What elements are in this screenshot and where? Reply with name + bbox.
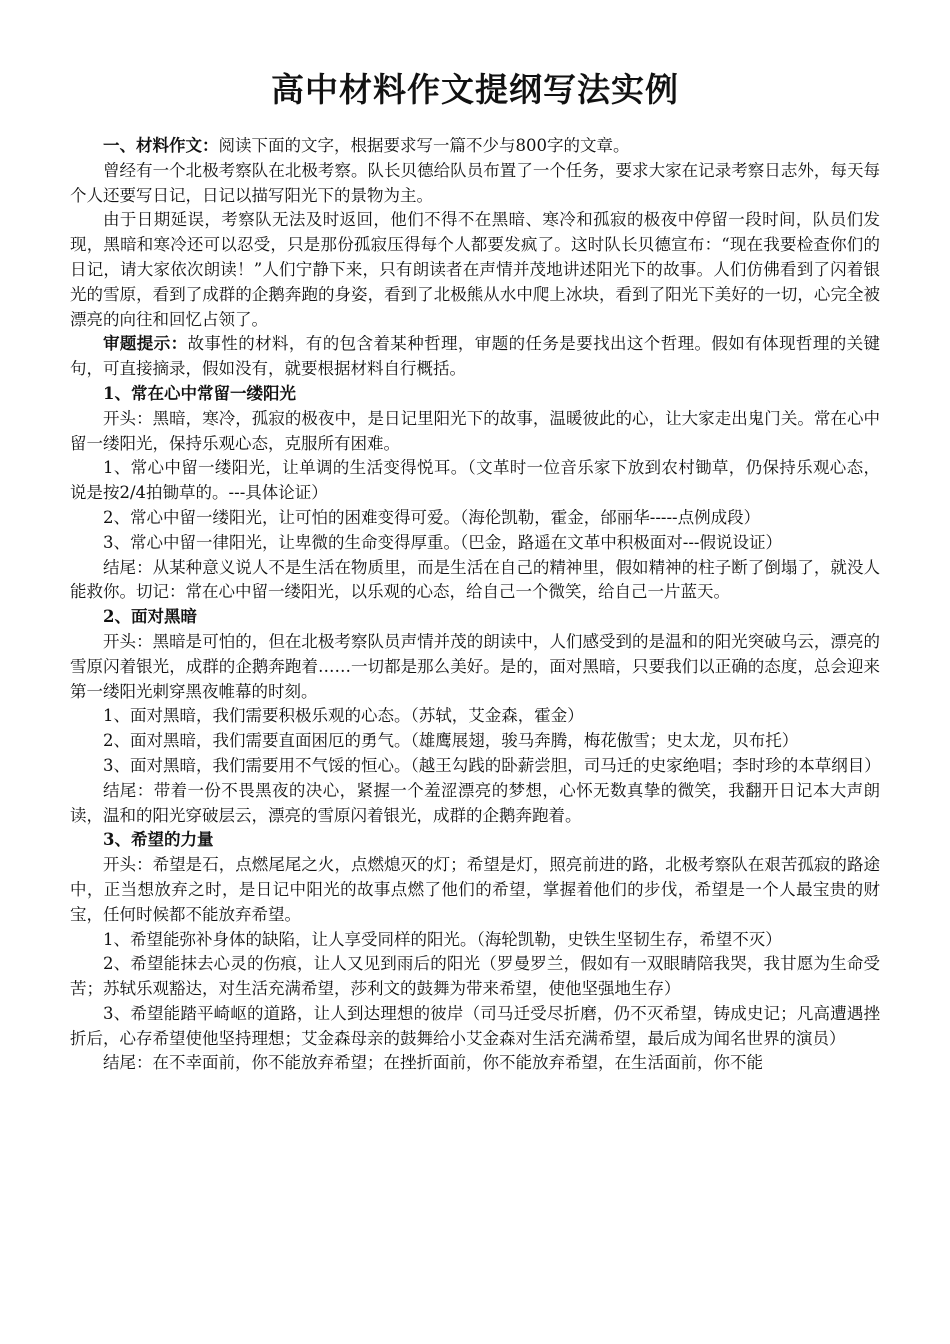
intro-label: 一、材料作文： [103, 136, 219, 155]
material-paragraph-2: 由于日期延误，考察队无法及时返回，他们不得不在黑暗、寒冷和孤寂的极夜中停留一段时间，队员们发现，黑暗和寒冷还可以忍受，只是那份孤寂压得每个人都要发疯了。这时队长贝德宣布：“现在我要检查你们的日记，请大家依次朗读！”人们宁静下来，只有朗读者在声情并茂地讲述阳光下的故事。人们仿佛看到了闪着银光的雪原，看到了成群的企鹅奔跑的身姿，看到了北极熊从水中爬上冰块，看到了阳光下美好的一切，心完全被漂亮的向往和回忆占领了。 [70, 210, 880, 329]
section-3-point-3: 3、希望能踏平崎岖的道路，让人到达理想的彼岸（司马迁受尽折磨，仍不灭希望，铸成史记；凡高遭遇挫折后，心存希望使他坚持理想；艾金森母亲的鼓舞给小艾金森对生活充满希望，最后成为闻名世界的演员） [70, 1003, 880, 1048]
section-2-point-2: 2、面对黑暗，我们需要直面困厄的勇气。（雄鹰展翅，骏马奔腾，梅花傲雪；史太龙，贝布托） [103, 731, 799, 751]
section-3-opening: 开头：希望是石，点燃尾尾之火，点燃熄灭的灯；希望是灯，照亮前进的路，北极考察队在艰苦孤寂的路途中，正当想放弃之时，是日记中阳光的故事点燃了他们的希望，掌握着他们的步伐，希望是一个人最宝贵的财宝，任何时候都不能放弃希望。 [70, 855, 880, 924]
material-paragraph-1: 曾经有一个北极考察队在北极考察。队长贝德给队员布置了一个任务，要求大家在记录考察日志外，每天每个人还要写日记，日记以描写阳光下的景物为主。 [70, 160, 880, 205]
section-1-point-3: 3、常心中留一律阳光，让卑微的生命变得厚重。（巴金，路遥在文革中积极面对---假说设证） [103, 532, 782, 552]
section-2-point-3: 3、面对黑暗，我们需要用不气馁的恒心。（越王勾践的卧薪尝胆，司马迁的史家绝唱；李时珍的本草纲目） [103, 755, 881, 775]
document-title: 高中材料作文提纲写法实例 [271, 70, 679, 109]
section-3-ending: 结尾：在不幸面前，你不能放弃希望；在挫折面前，你不能放弃希望，在生活面前，你不能 [103, 1053, 763, 1073]
hint-text: 故事性的材料，有的包含着某种哲理，审题的任务是要找出这个哲理。假如有体现哲理的关键句，可直接摘录，假如没有，就要根据材料自行概括。 [70, 334, 880, 379]
section-1-ending: 结尾：从某种意义说人不是生活在物质里，而是生活在自己的精神里，假如精神的柱子断了倒塌了，就没人能救你。切记：常在心中留一缕阳光，以乐观的心态，给自己一个微笑，给自己一片蓝天。 [70, 557, 880, 602]
section-1-opening: 开头：黑暗，寒冷，孤寂的极夜中，是日记里阳光下的故事，温暖彼此的心，让大家走出鬼门关。常在心中留一缕阳光，保持乐观心态，克服所有困难。 [70, 408, 880, 453]
section-3-point-1: 1、希望能弥补身体的缺陷，让人享受同样的阳光。（海轮凯勒，史铁生坚韧生存，希望不灭） [103, 929, 782, 949]
section-2-point-1: 1、面对黑暗，我们需要积极乐观的心态。（苏轼，艾金森，霍金） [103, 706, 584, 726]
section-1-heading: 1、常在心中常留一缕阳光 [103, 383, 296, 403]
section-1-point-1: 1、常心中留一缕阳光，让单调的生活变得悦耳。（文革时一位音乐家下放到农村锄草，仍保持乐观心态，说是按2/4拍锄草的。---具体论证） [70, 458, 880, 503]
hint-paragraph [70, 332, 880, 382]
section-2-opening: 开头：黑暗是可怕的，但在北极考察队员声情并茂的朗读中，人们感受到的是温和的阳光突破乌云，漂亮的雪原闪着银光，成群的企鹅奔跑着……一切都是那么美好。是的，面对黑暗，只要我们以正确的态度，总会迎来第一缕阳光刺穿黑夜帷幕的时刻。 [70, 631, 880, 701]
intro-paragraph [70, 134, 880, 159]
intro-text: 阅读下面的文字，根据要求写一篇不少与800字的文章。 [218, 136, 630, 155]
section-2-ending: 结尾：带着一份不畏黑夜的决心，紧握一个羞涩漂亮的梦想，心怀无数真挚的微笑，我翻开日记本大声朗读，温和的阳光穿破层云，漂亮的雪原闪着银光，成群的企鹅奔跑着。 [70, 780, 880, 825]
section-3-point-2: 2、希望能抹去心灵的伤痕，让人又见到雨后的阳光（罗曼罗兰，假如有一双眼睛陪我哭，我甘愿为生命受苦；苏轼乐观豁达，对生活充满希望，莎利文的鼓舞为带来希望，使他坚强地生存） [70, 954, 880, 999]
section-3-heading: 3、希望的力量 [103, 830, 214, 850]
hint-label: 审题提示： [103, 334, 188, 354]
section-1-point-2: 2、常心中留一缕阳光，让可怕的困难变得可爱。（海伦凯勒，霍金，邰丽华-----点例成段） [103, 507, 761, 527]
section-2-heading: 2、面对黑暗 [103, 607, 197, 627]
